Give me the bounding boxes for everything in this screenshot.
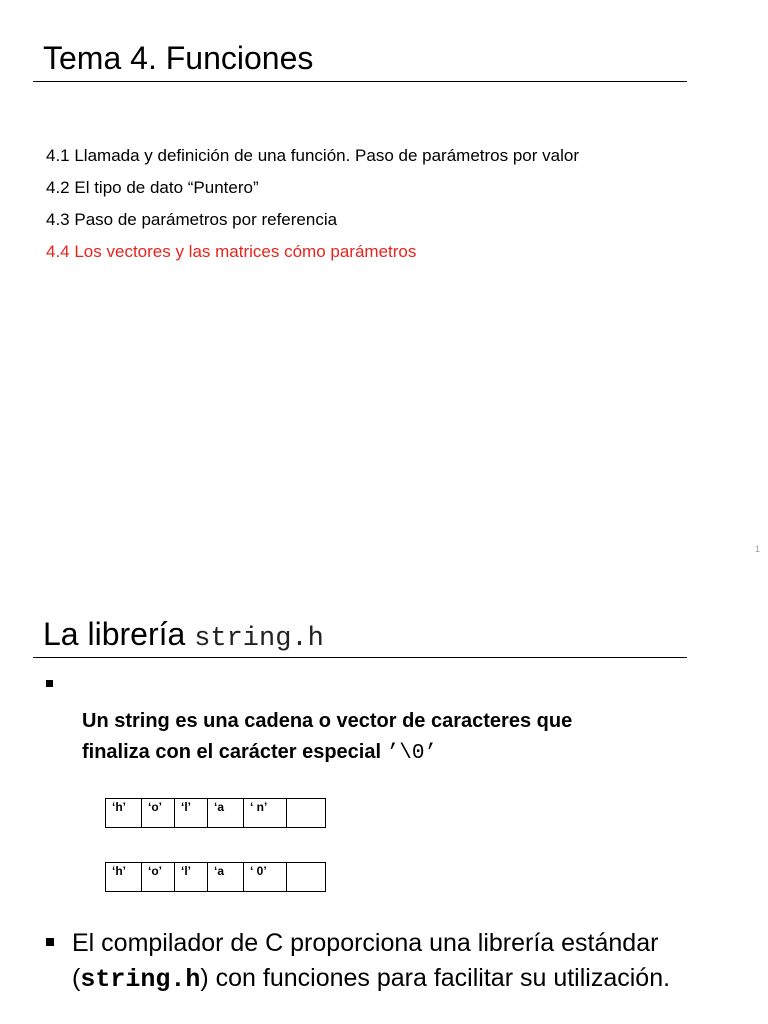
definition-line-1: Un string es una cadena o vector de caracteres que (82, 710, 573, 732)
char-cell: ‘h’ (106, 799, 142, 828)
char-cell: ‘l’ (175, 799, 208, 828)
title-divider-2 (33, 657, 687, 658)
page-number: 1 (754, 544, 760, 554)
slide-title-2 (43, 614, 324, 659)
bullet-text-before: El compilador de C proporciona una librería estándar ( (72, 929, 659, 992)
bullet-text (72, 926, 672, 997)
toc-item-4-3: 4.3 Paso de parámetros por referencia (46, 210, 338, 229)
char-cell (287, 799, 326, 828)
char-cell: ‘h’ (106, 863, 142, 892)
bullet-square-icon (46, 680, 53, 687)
definition-line-2 (82, 737, 572, 769)
bullet-text-after: ) con funciones para facilitar su utilización. (200, 964, 671, 992)
definition-line-2-text: finaliza con el carácter especial (82, 741, 387, 763)
char-cell: ‘a (208, 799, 244, 828)
bullet-square-icon (46, 938, 54, 946)
slide-2 (0, 580, 768, 1024)
slide-title: Tema 4. Funciones (43, 40, 314, 76)
string-definition (82, 706, 572, 769)
char-cell: ‘ 0’ (244, 863, 287, 892)
char-cell: ‘o’ (142, 799, 175, 828)
table-of-contents (46, 140, 579, 268)
title-divider (33, 81, 687, 82)
bullet-code: string.h (80, 965, 201, 994)
toc-item-4-4: 4.4 Los vectores y las matrices cómo parámetros (46, 242, 417, 261)
toc-item-4-1: 4.1 Llamada y definición de una función. Paso de parámetros por valor (46, 146, 579, 165)
toc-item-4-2: 4.2 El tipo de dato “Puntero” (46, 178, 259, 197)
char-cell: ‘l’ (175, 863, 208, 892)
title-text: La librería (43, 616, 195, 652)
char-cell (287, 863, 326, 892)
char-array-hola-0 (105, 862, 326, 892)
char-cell: ‘a (208, 863, 244, 892)
char-array-hola-n (105, 798, 326, 828)
title-code: string.h (194, 624, 324, 654)
null-char-code: ’\0’ (386, 742, 438, 765)
char-cell: ‘ n’ (244, 799, 287, 828)
char-cell: ‘o’ (142, 863, 175, 892)
